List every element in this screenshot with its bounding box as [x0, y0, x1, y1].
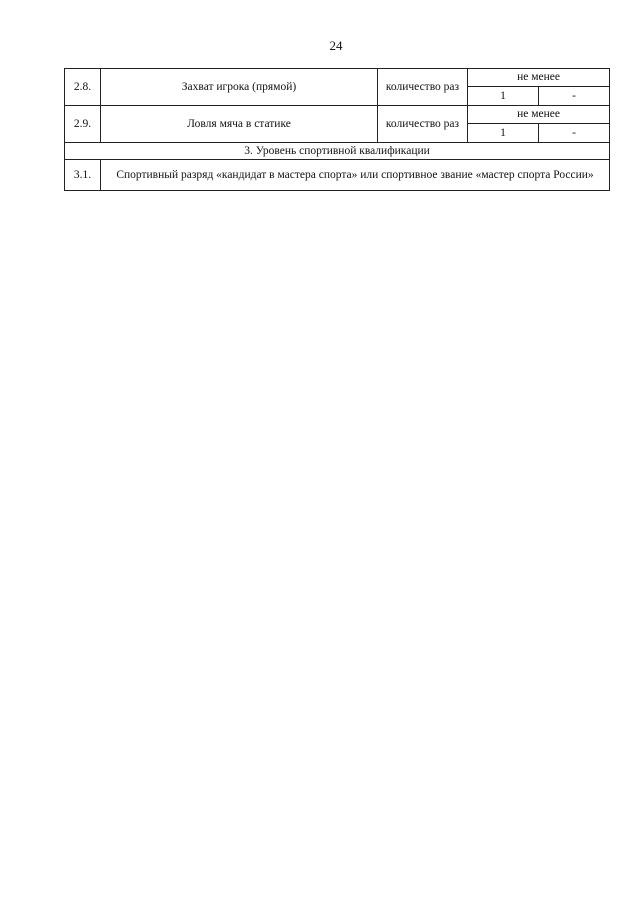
- table-row: [65, 106, 610, 124]
- norm-value-cell: -: [539, 87, 610, 106]
- norm-value-cell: -: [539, 124, 610, 143]
- table-row: [65, 160, 610, 191]
- exercise-name-cell: Ловля мяча в статике: [101, 106, 378, 143]
- section-row: [65, 143, 610, 160]
- qualification-text-cell: Спортивный разряд «кандидат в мастера спорта» или спортивное звание «мастер спорта России»: [101, 160, 610, 191]
- row-number-cell: 2.8.: [65, 69, 101, 106]
- standards-table: [64, 68, 610, 191]
- norm-value-cell: 1: [468, 124, 539, 143]
- unit-cell: количество раз: [378, 106, 468, 143]
- unit-cell: количество раз: [378, 69, 468, 106]
- exercise-name-cell: Захват игрока (прямой): [101, 69, 378, 106]
- page-number: 24: [329, 38, 343, 53]
- norm-header-cell: не менее: [468, 106, 610, 124]
- norm-header-cell: не менее: [468, 69, 610, 87]
- table-row: [65, 69, 610, 87]
- section-title-cell: 3. Уровень спортивной квалификации: [65, 143, 610, 160]
- row-number-cell: 3.1.: [65, 160, 101, 191]
- row-number-cell: 2.9.: [65, 106, 101, 143]
- norm-value-cell: 1: [468, 87, 539, 106]
